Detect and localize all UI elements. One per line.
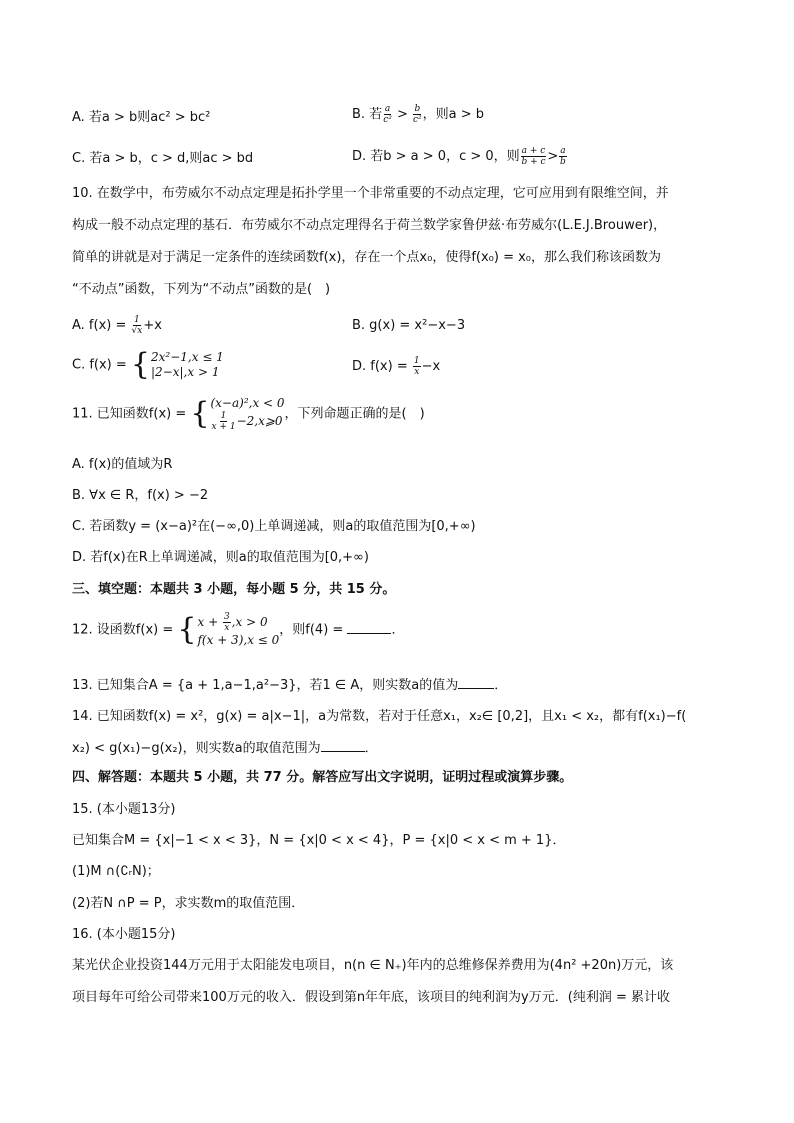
q11-stem: 11. 已知函数f(x) = { (x−a)²,x < 0 $\frac{1}{x + 1}$ −2,x⩾0 ，下列命题正确的是( ) bbox=[72, 396, 425, 432]
q15-part-2: (2)若N ∩P = P，求实数m的取值范围． bbox=[72, 896, 305, 911]
q11-option-b: B. ∀x ∈ R，f(x) > −2 bbox=[72, 488, 209, 503]
q11-option-c: C. 若函数y = (x−a)²在(−∞,0)上单调递减，则a的取值范围为[0,+∞) bbox=[72, 519, 476, 534]
fraction: $\frac{1}{x + 1}$ bbox=[211, 411, 236, 432]
answer-blank bbox=[321, 739, 365, 752]
fraction: $\frac{a + c}{b + c}$ bbox=[521, 146, 546, 167]
piecewise: { x + $\frac{3}{x}$ ,x > 0 f(x + 3),x ≤ 0 bbox=[177, 612, 280, 647]
q9-option-a: A. 若a > b则ac² > bc² bbox=[72, 110, 211, 125]
piecewise: { (x−a)²,x < 0 $\frac{1}{x + 1}$ −2,x⩾0 bbox=[190, 396, 285, 432]
answer-blank bbox=[347, 621, 391, 634]
q11-option-a: A. f(x)的值域为R bbox=[72, 457, 173, 472]
answer-blank bbox=[458, 676, 494, 689]
q10-option-a: A. f(x) = $\frac{1}{√x}$ +x bbox=[72, 315, 162, 336]
q16-line-2: 项目每年可给公司带来100万元的收入．假设到第n年年底，该项目的纯利润为y万元．(纯利润 = 累计收 bbox=[72, 990, 670, 1005]
q9-option-c: C. 若a > b，c > d,则ac > bd bbox=[72, 151, 254, 166]
section-3-heading: 三、填空题：本题共 3 小题，每小题 5 分，共 15 分。 bbox=[72, 582, 396, 597]
section-4-heading: 四、解答题：本题共 5 小题，共 77 分。解答应写出文字说明，证明过程或演算步骤。 bbox=[72, 770, 573, 785]
q10-option-d: D. f(x) = $\frac{1}{x}$ −x bbox=[352, 356, 441, 377]
fraction: $\frac{3}{x}$ bbox=[223, 612, 230, 633]
q14-line-2: x₂) < g(x₁)−g(x₂)，则实数a的取值范围为 ． bbox=[72, 741, 378, 756]
q10-line-2: 构成一般不动点定理的基石．布劳威尔不动点定理得名于荷兰数学家鲁伊兹·布劳威尔(L.E.J.Brouwer)， bbox=[72, 218, 667, 233]
q15-line-1: 已知集合M = {x|−1 < x < 3}，N = {x|0 < x < 4}，P = {x|0 < x < m + 1}． bbox=[72, 833, 566, 848]
fraction: $\frac{1}{√x}$ bbox=[131, 315, 143, 336]
q10-line-4: “不动点”函数，下列为“不动点”函数的是( ) bbox=[72, 282, 331, 297]
q10-option-b: B. g(x) = x²−x−3 bbox=[352, 318, 466, 333]
fraction: $\frac{a}{b}$ bbox=[560, 146, 566, 167]
q9-option-d: D. 若b > a > 0，c > 0，则 $\frac{a + c}{b + c}$ > $\frac{a}{b}$ bbox=[352, 146, 566, 167]
q11-option-d: D. 若f(x)在R上单调递减，则a的取值范围为[0,+∞) bbox=[72, 550, 369, 565]
q10-line-3: 简单的讲就是对于满足一定条件的连续函数f(x)，存在一个点x₀，使得f(x₀) = x₀，那么我们称该函数为 bbox=[72, 250, 662, 265]
fraction: $\frac{1}{x}$ bbox=[413, 356, 420, 377]
q15-title: 15. (本小题13分) bbox=[72, 802, 176, 817]
fraction: $\frac{a}{\text{c²}}$ bbox=[383, 104, 392, 125]
q9-option-b: B. 若 $\frac{a}{\text{c²}}$ > $\frac{b}{\text{c²}}$ ，则a > b bbox=[352, 104, 485, 125]
q13-stem: 13. 已知集合A = {a + 1,a−1,a²−3}，若1 ∈ A，则实数a的值为 ． bbox=[72, 678, 508, 693]
q16-line-1: 某光伏企业投资144万元用于太阳能发电项目，n(n ∈ N₊)年内的总维修保养费用为(4n² +20n)万元，该 bbox=[72, 958, 674, 973]
fraction: $\frac{b}{\text{c²}}$ bbox=[413, 104, 422, 125]
q10-line-1: 10. 在数学中，布劳威尔不动点定理是拓扑学里一个非常重要的不动点定理，它可应用到有限维空间，并 bbox=[72, 186, 669, 201]
piecewise: { 2x²−1,x ≤ 1 |2−x|,x > 1 bbox=[130, 347, 224, 382]
q10-option-c: C. f(x) = { 2x²−1,x ≤ 1 |2−x|,x > 1 bbox=[72, 347, 224, 382]
q15-part-1: (1)M ∩(∁ᵣN)； bbox=[72, 864, 160, 879]
q16-title: 16. (本小题15分) bbox=[72, 927, 176, 942]
q12-stem: 12. 设函数f(x) = { x + $\frac{3}{x}$ ,x > 0 f(x + 3),x ≤ 0 ，则f(4) = ． bbox=[72, 612, 405, 647]
q14-line-1: 14. 已知函数f(x) = x²，g(x) = a|x−1|，a为常数，若对于任意x₁，x₂∈ [0,2]，且x₁ < x₂，都有f(x₁)−f( bbox=[72, 709, 687, 724]
